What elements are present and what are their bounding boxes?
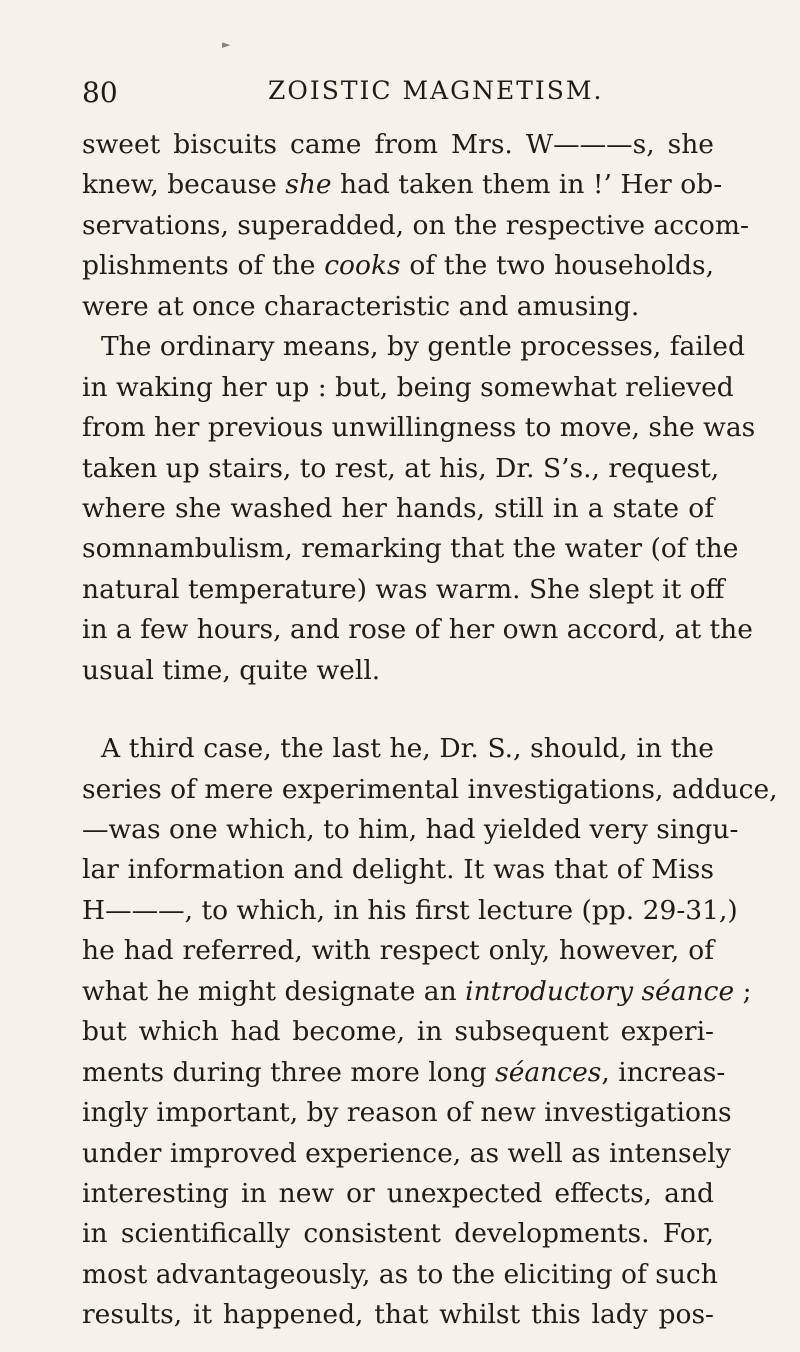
text-line: A third case, the last he, Dr. S., should, in the	[101, 733, 714, 765]
text-run: ;	[734, 975, 752, 1007]
text-run: ments during three more long	[82, 1056, 496, 1088]
italic-run: séances	[495, 1056, 602, 1088]
running-title: ZOISTIC MAGNETISM.	[268, 76, 604, 105]
text-line: in a few hours, and rose of her own accord, at the	[82, 614, 753, 646]
text-line: where she washed her hands, still in a state of	[82, 492, 714, 524]
text-line: H———, to which, in his first lecture (pp. 29-31,)	[82, 894, 738, 926]
text-run: , increas-	[601, 1056, 726, 1088]
text-line: under improved experience, as well as intensely	[82, 1137, 731, 1169]
page-header	[0, 60, 800, 120]
text-line: servations, superadded, on the respective accom-	[82, 209, 749, 241]
paragraph-spacing	[82, 691, 714, 729]
page-number: 80	[82, 76, 118, 109]
text-line: somnambulism, remarking that the water (of the	[82, 533, 739, 565]
text-line	[82, 972, 752, 1012]
italic-run: cooks	[324, 250, 401, 282]
text-line: —was one which, to him, had yielded very singu-	[82, 814, 739, 845]
italic-run: introductory séance	[465, 975, 735, 1007]
text-line: in waking her up : but, being somewhat relieved	[82, 371, 734, 403]
text-line	[82, 1053, 726, 1093]
italic-run: she	[285, 169, 332, 201]
text-line: The ordinary means, by gentle processes, failed	[101, 331, 745, 363]
text-run: plishments of the	[82, 250, 325, 282]
text-line: but which had become, in subsequent experi-	[82, 1016, 714, 1048]
text-line: he had referred, with respect only, however, of	[82, 935, 714, 967]
text-line: lar information and delight. It was that of Miss	[82, 854, 714, 886]
text-line: in scientifically consistent developments. For,	[82, 1218, 714, 1250]
text-line: taken up stairs, to rest, at his, Dr. S’s., request,	[82, 452, 720, 484]
text-run: knew, because	[82, 169, 286, 201]
paragraph-third-case	[82, 729, 778, 1336]
text-line: most advantageously, as to the eliciting of such	[82, 1258, 718, 1290]
text-run: of the two households,	[400, 250, 714, 282]
text-line: natural temperature) was warm. She slept it off	[82, 573, 725, 605]
paragraph-biscuits	[82, 125, 749, 327]
printer-mark: ►	[222, 38, 231, 51]
text-line: interesting in new or unexpected effects, and	[82, 1177, 714, 1209]
text-line: were at once characteristic and amusing.	[82, 290, 640, 322]
page-body	[82, 125, 778, 1336]
text-line: usual time, quite well.	[82, 654, 381, 686]
paragraph-waking	[82, 327, 756, 691]
text-line: from her previous unwillingness to move, she was	[82, 412, 756, 444]
text-line: series of mere experimental investigations, adduce,	[82, 773, 778, 805]
text-line: results, it happened, that whilst this lady pos-	[82, 1299, 714, 1331]
text-line: ingly important, by reason of new investigations	[82, 1097, 732, 1129]
text-run: what he might designate an	[82, 975, 466, 1007]
text-run: had taken them in !’ Her ob-	[331, 169, 723, 201]
text-line: sweet biscuits came from Mrs. W———s, she	[82, 129, 714, 160]
text-line	[82, 165, 723, 205]
text-line	[82, 246, 714, 286]
